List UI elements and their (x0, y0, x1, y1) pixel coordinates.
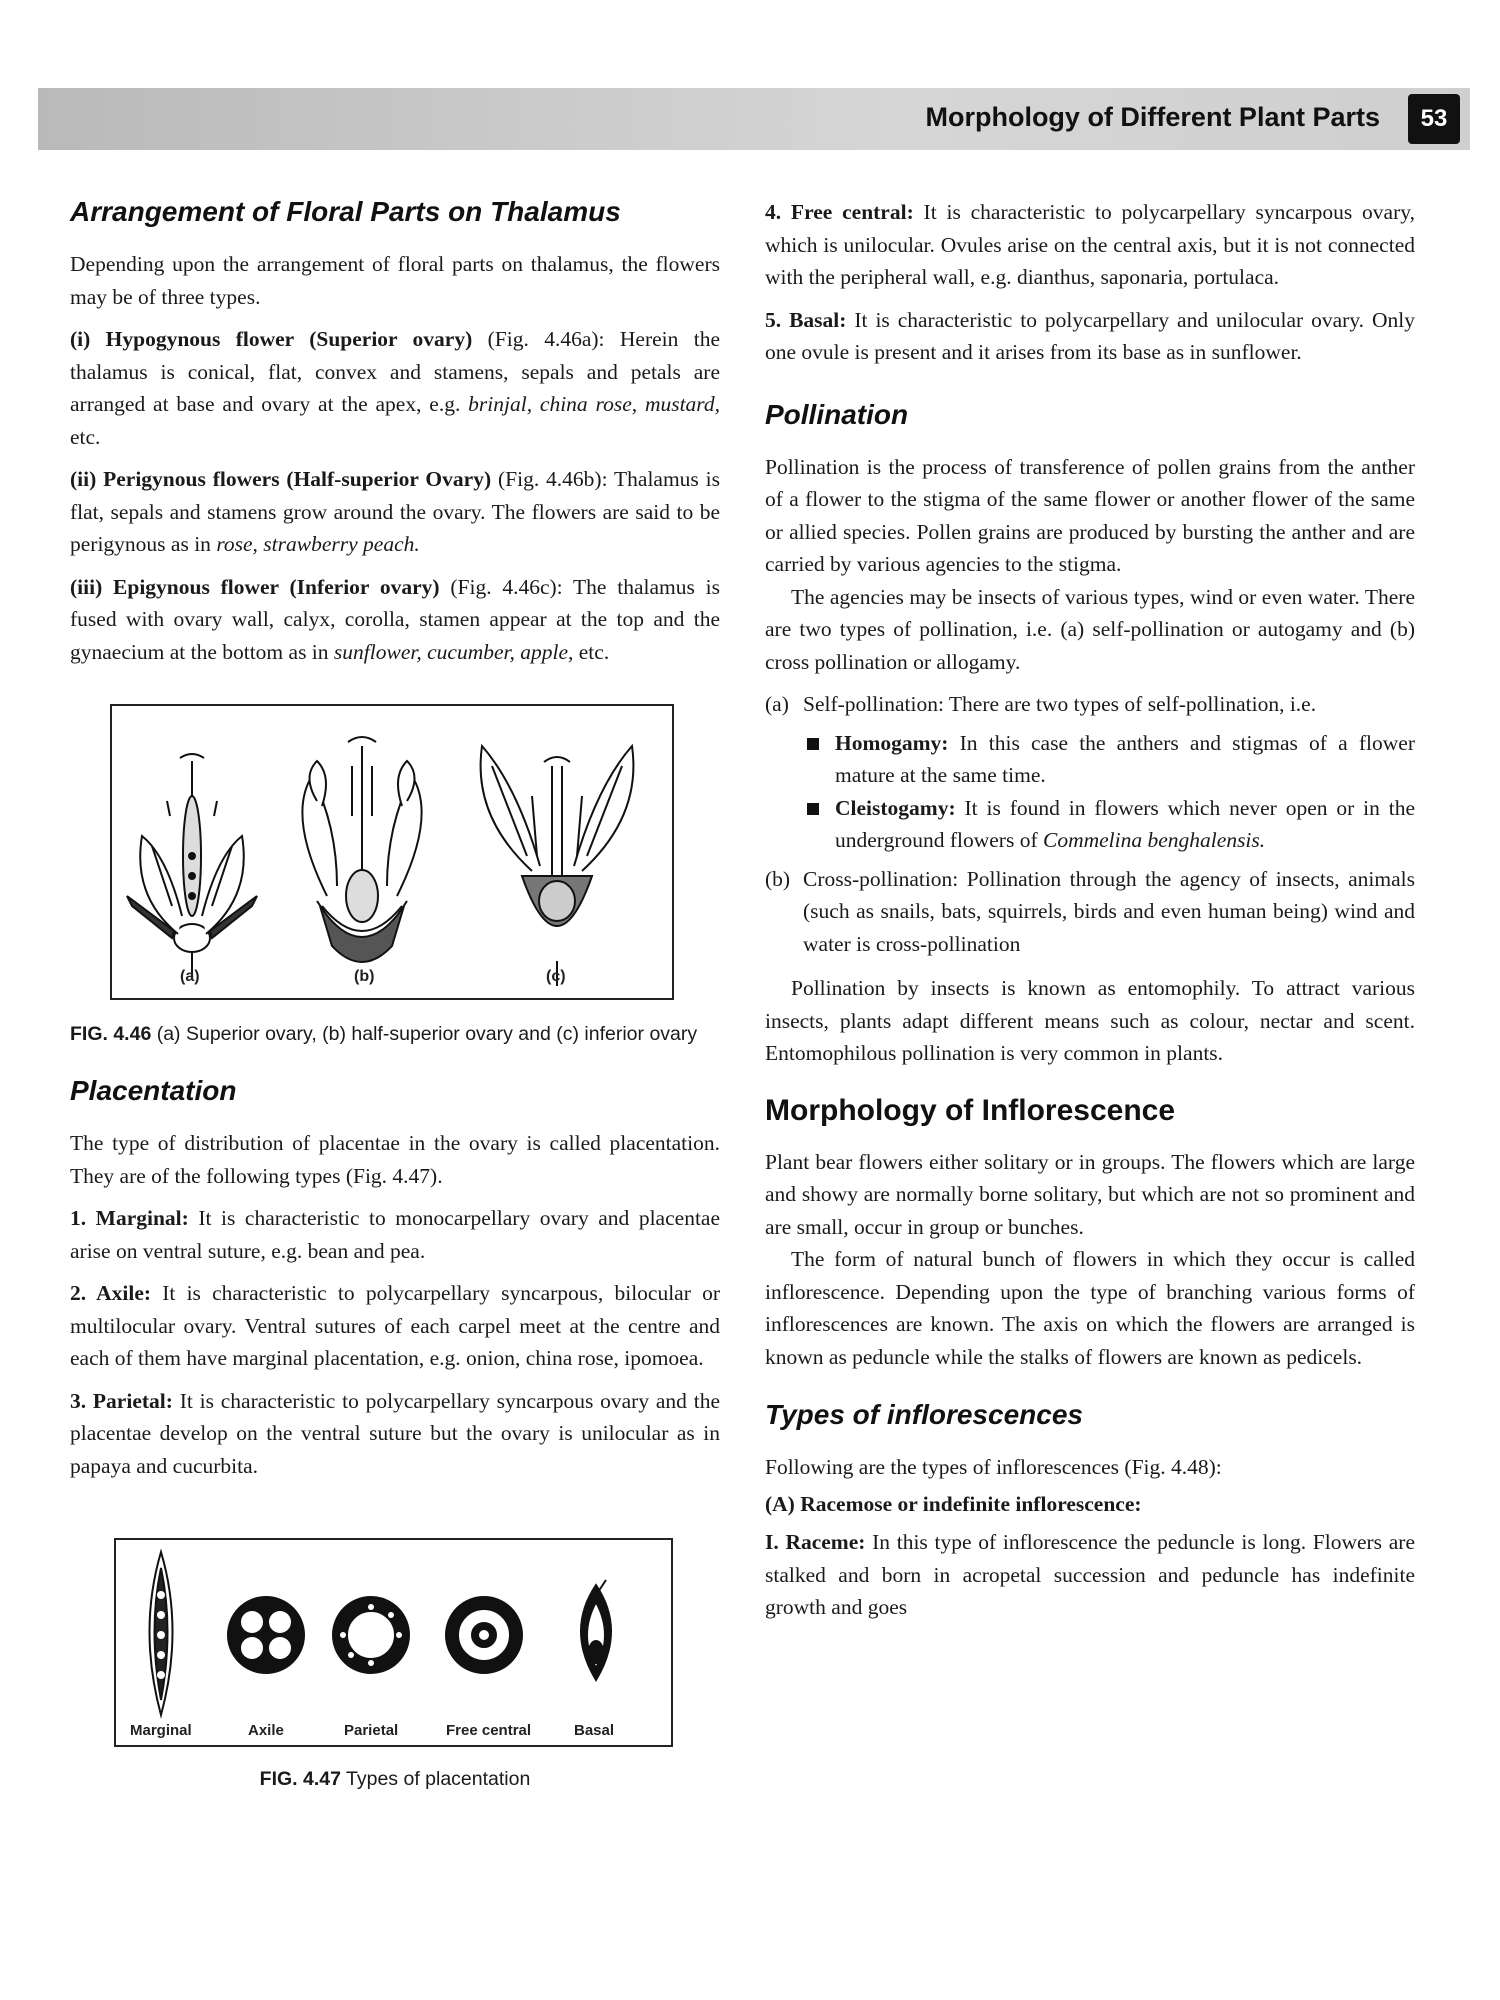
para-pollination-2 (765, 581, 1415, 679)
inflorescence-text-1: Plant bear flowers either solitary or in groups. The flowers which are large and showy are normally borne solitary, but which are not so prominent and are small, occur in group or bunches. (765, 1149, 1415, 1239)
fig2-caption-number: FIG. 4.47 (259, 1768, 341, 1790)
parietal-text: It is characteristic to polycarpellary syncarpous ovary and the placentae develop on the ventral suture but the ovary is unilocular as in papaya and cucurbita. (70, 1388, 720, 1478)
para-marginal (70, 1202, 720, 1267)
para-inflorescence-1 (765, 1146, 1415, 1244)
free-central-drawing (446, 1597, 522, 1673)
raceme-text: In this type of inflorescence the peduncle is long. Flowers are stalked and born in acropetal succession and peduncle has indefinite growth and goes (765, 1530, 1415, 1619)
flower-diagrams (112, 706, 672, 998)
fig-label-a: (a) (180, 968, 200, 985)
para-perigynous (70, 463, 720, 561)
self-mark: (a) (765, 692, 789, 716)
cleistogamy-example: Commelina benghalensis. (1043, 828, 1266, 852)
marginal-label: 1. Marginal: (70, 1206, 189, 1230)
epigynous-label: (iii) Epigynous flower (Inferior ovary) (70, 574, 440, 599)
para-axile (70, 1277, 720, 1375)
epigynous-end: etc. (573, 639, 610, 664)
epigynous-flower-drawing (481, 746, 634, 986)
basal-label: 5. Basal: (765, 307, 847, 332)
hypogynous-label: (i) Hypogynous flower (Superior ovary) (70, 327, 473, 351)
para-parietal (70, 1385, 720, 1483)
entomophily-text: Pollination by insects is known as entomophily. To attract various insects, plants adapt different means such as colour, nectar and scent. Entomophilous pollination is very common in plants. (765, 976, 1415, 1065)
types-intro-text: Following are the types of inflorescences (Fig. 4.48): (765, 1455, 1222, 1479)
para-types-intro (765, 1451, 1415, 1484)
inflorescence-text-2: The form of natural bunch of flowers in which they occur is called inflorescence. Depending upon the type of branching various forms of inflorescences are known. The axis on which the flowers are arranged is known as peduncle while the stalks of flowers are known as pedicels. (765, 1247, 1415, 1369)
pollination-text-2: The agencies may be insects of various types, wind or even water. There are two types of pollination, i.e. (a) self-pollination or autogamy and (b) cross pollination or allogamy. (765, 584, 1415, 674)
raceme-label: I. Raceme: (765, 1530, 866, 1554)
perigynous-examples: rose, strawberry peach. (216, 532, 420, 556)
axile-text: It is characteristic to polycarpellary syncarpous, bilocular or multilocular ovary. Ventral sutures of each carpel meet at the centre and each of them have marginal placentation, e.g. onion, china rose, ipomoea. (70, 1281, 720, 1370)
homogamy-text: In this case the anthers and stigmas of a flower mature at the same time. (835, 730, 1415, 787)
epigynous-text: (Fig. 4.46c): The thalamus is fused with ovary wall, calyx, corolla, stamen appear at the top and the gynaecium at the bottom as in (70, 574, 720, 664)
self-pollination-item (765, 688, 1415, 721)
axile-label: 2. Axile: (70, 1281, 152, 1305)
para-basal (765, 304, 1415, 369)
basal-text: It is characteristic to polycarpellary and unilocular ovary. Only one ovule is present and it arises from its base as in sunflower. (765, 307, 1415, 364)
figure-4-46-caption (70, 1020, 720, 1049)
figure-4-46 (110, 704, 674, 1000)
para-raceme (765, 1526, 1415, 1624)
para-hypogynous (70, 323, 720, 453)
page-number: 53 (1408, 94, 1460, 144)
placentation-intro-text: The type of distribution of placentae in the ovary is called placentation. They are of the following types (Fig. 4.47). (70, 1131, 720, 1188)
para-intro (70, 248, 720, 313)
perigynous-flower-drawing (302, 737, 421, 962)
intro-text: Depending upon the arrangement of floral parts on thalamus, the flowers may be of three types. (70, 252, 720, 309)
running-header (38, 88, 1470, 150)
free-central-text: It is characteristic to polycarpellary syncarpous ovary, which is unilocular. Ovules arise on the central axis, but it is not connected with the peripheral wall, e.g. dianthus, saponaria, portulaca. (765, 200, 1415, 289)
label-marginal: Marginal (130, 1722, 192, 1739)
fig2-caption-text: Types of placentation (340, 1768, 531, 1790)
left-column (70, 196, 720, 1820)
label-parietal: Parietal (344, 1722, 399, 1739)
heading-placentation: Placentation (70, 1075, 237, 1106)
heading-types-inflorescences: Types of inflorescences (765, 1399, 1083, 1430)
hypogynous-end: etc. (70, 424, 101, 449)
heading-floral-arrangement: Arrangement of Floral Parts on Thalamus (70, 196, 621, 227)
para-free-central (765, 196, 1415, 294)
hypogynous-flower-drawing (127, 754, 257, 976)
homogamy-text-wrap (835, 727, 1415, 792)
basal-drawing (581, 1580, 611, 1680)
fig-label-b: (b) (354, 968, 375, 985)
header-title: Morphology of Different Plant Parts (925, 102, 1380, 132)
fig1-caption-number: FIG. 4.46 (70, 1023, 152, 1045)
perigynous-label: (ii) Perigynous flowers (Half-superior Ovary) (70, 467, 492, 491)
bullet-cleistogamy (803, 792, 1415, 857)
epigynous-examples: sunflower, cucumber, apple, (333, 639, 574, 664)
pollination-text-1: Pollination is the process of transference of pollen grains from the anther of a flower to the stigma of the same flower or another flower of the same or allied species. Pollen grains are produced by bursting the anther and are carried by various agencies to the stigma. (765, 454, 1415, 576)
placentation-diagrams (116, 1540, 671, 1745)
cleistogamy-text: It is found in flowers which never open or in the underground flowers of (835, 795, 1415, 852)
bullet-square-icon (807, 738, 819, 750)
heading-inflorescence: Morphology of Inflorescence (765, 1093, 1176, 1127)
cross-mark: (b) (765, 866, 791, 891)
homogamy-label: Homogamy: (835, 730, 949, 755)
racemose-label: (A) Racemose or indefinite inflorescence: (765, 1491, 1142, 1516)
heading-pollination: Pollination (765, 398, 909, 430)
right-column (765, 196, 1415, 1634)
cross-pollination-item (765, 863, 1415, 961)
figure-4-47 (114, 1538, 673, 1747)
label-free-central: Free central (446, 1722, 532, 1739)
figure-4-47-caption (70, 1765, 720, 1794)
parietal-drawing (333, 1597, 409, 1673)
label-basal: Basal (574, 1722, 615, 1739)
parietal-label: 3. Parietal: (70, 1388, 173, 1413)
para-epigynous (70, 571, 720, 669)
marginal-text: It is characteristic to monocarpellary ovary and placentae arise on ventral suture, e.g. bean and pea. (70, 1206, 720, 1263)
free-central-label: 4. Free central: (765, 200, 914, 224)
para-entomophily (765, 972, 1415, 1070)
hypogynous-text: (Fig. 4.46a): Herein the thalamus is conical, flat, convex and stamens, sepals and petals are arranged at base and ovary at the apex, e.g. (70, 327, 720, 416)
perigynous-text: (Fig. 4.46b): Thalamus is flat, sepals and stamens grow around the ovary. The flowers are said to be perigynous as in (70, 467, 720, 556)
para-inflorescence-2 (765, 1243, 1415, 1373)
cleistogamy-label: Cleistogamy: (835, 795, 956, 820)
para-placentation-intro (70, 1127, 720, 1192)
label-axile: Axile (248, 1722, 284, 1739)
fig-label-c: (c) (546, 968, 566, 985)
para-racemose (765, 1488, 1415, 1521)
cross-pollination-text: Cross-pollination: Pollination through the agency of insects, animals (such as snails, bats, squirrels, birds and even human being) wind and water is cross-pollination (803, 866, 1415, 956)
marginal-drawing (150, 1552, 173, 1715)
axile-drawing (228, 1597, 304, 1673)
cleistogamy-text-wrap (835, 792, 1415, 857)
bullet-homogamy (803, 727, 1415, 792)
hypogynous-examples: brinjal, china rose, mustard, (468, 392, 721, 416)
bullet-square-icon (807, 803, 819, 815)
para-pollination-1 (765, 451, 1415, 581)
self-pollination-text: Self-pollination: There are two types of self-pollination, i.e. (803, 692, 1317, 716)
fig1-caption-text: (a) Superior ovary, (b) half-superior ovary and (c) inferior ovary (151, 1023, 698, 1045)
